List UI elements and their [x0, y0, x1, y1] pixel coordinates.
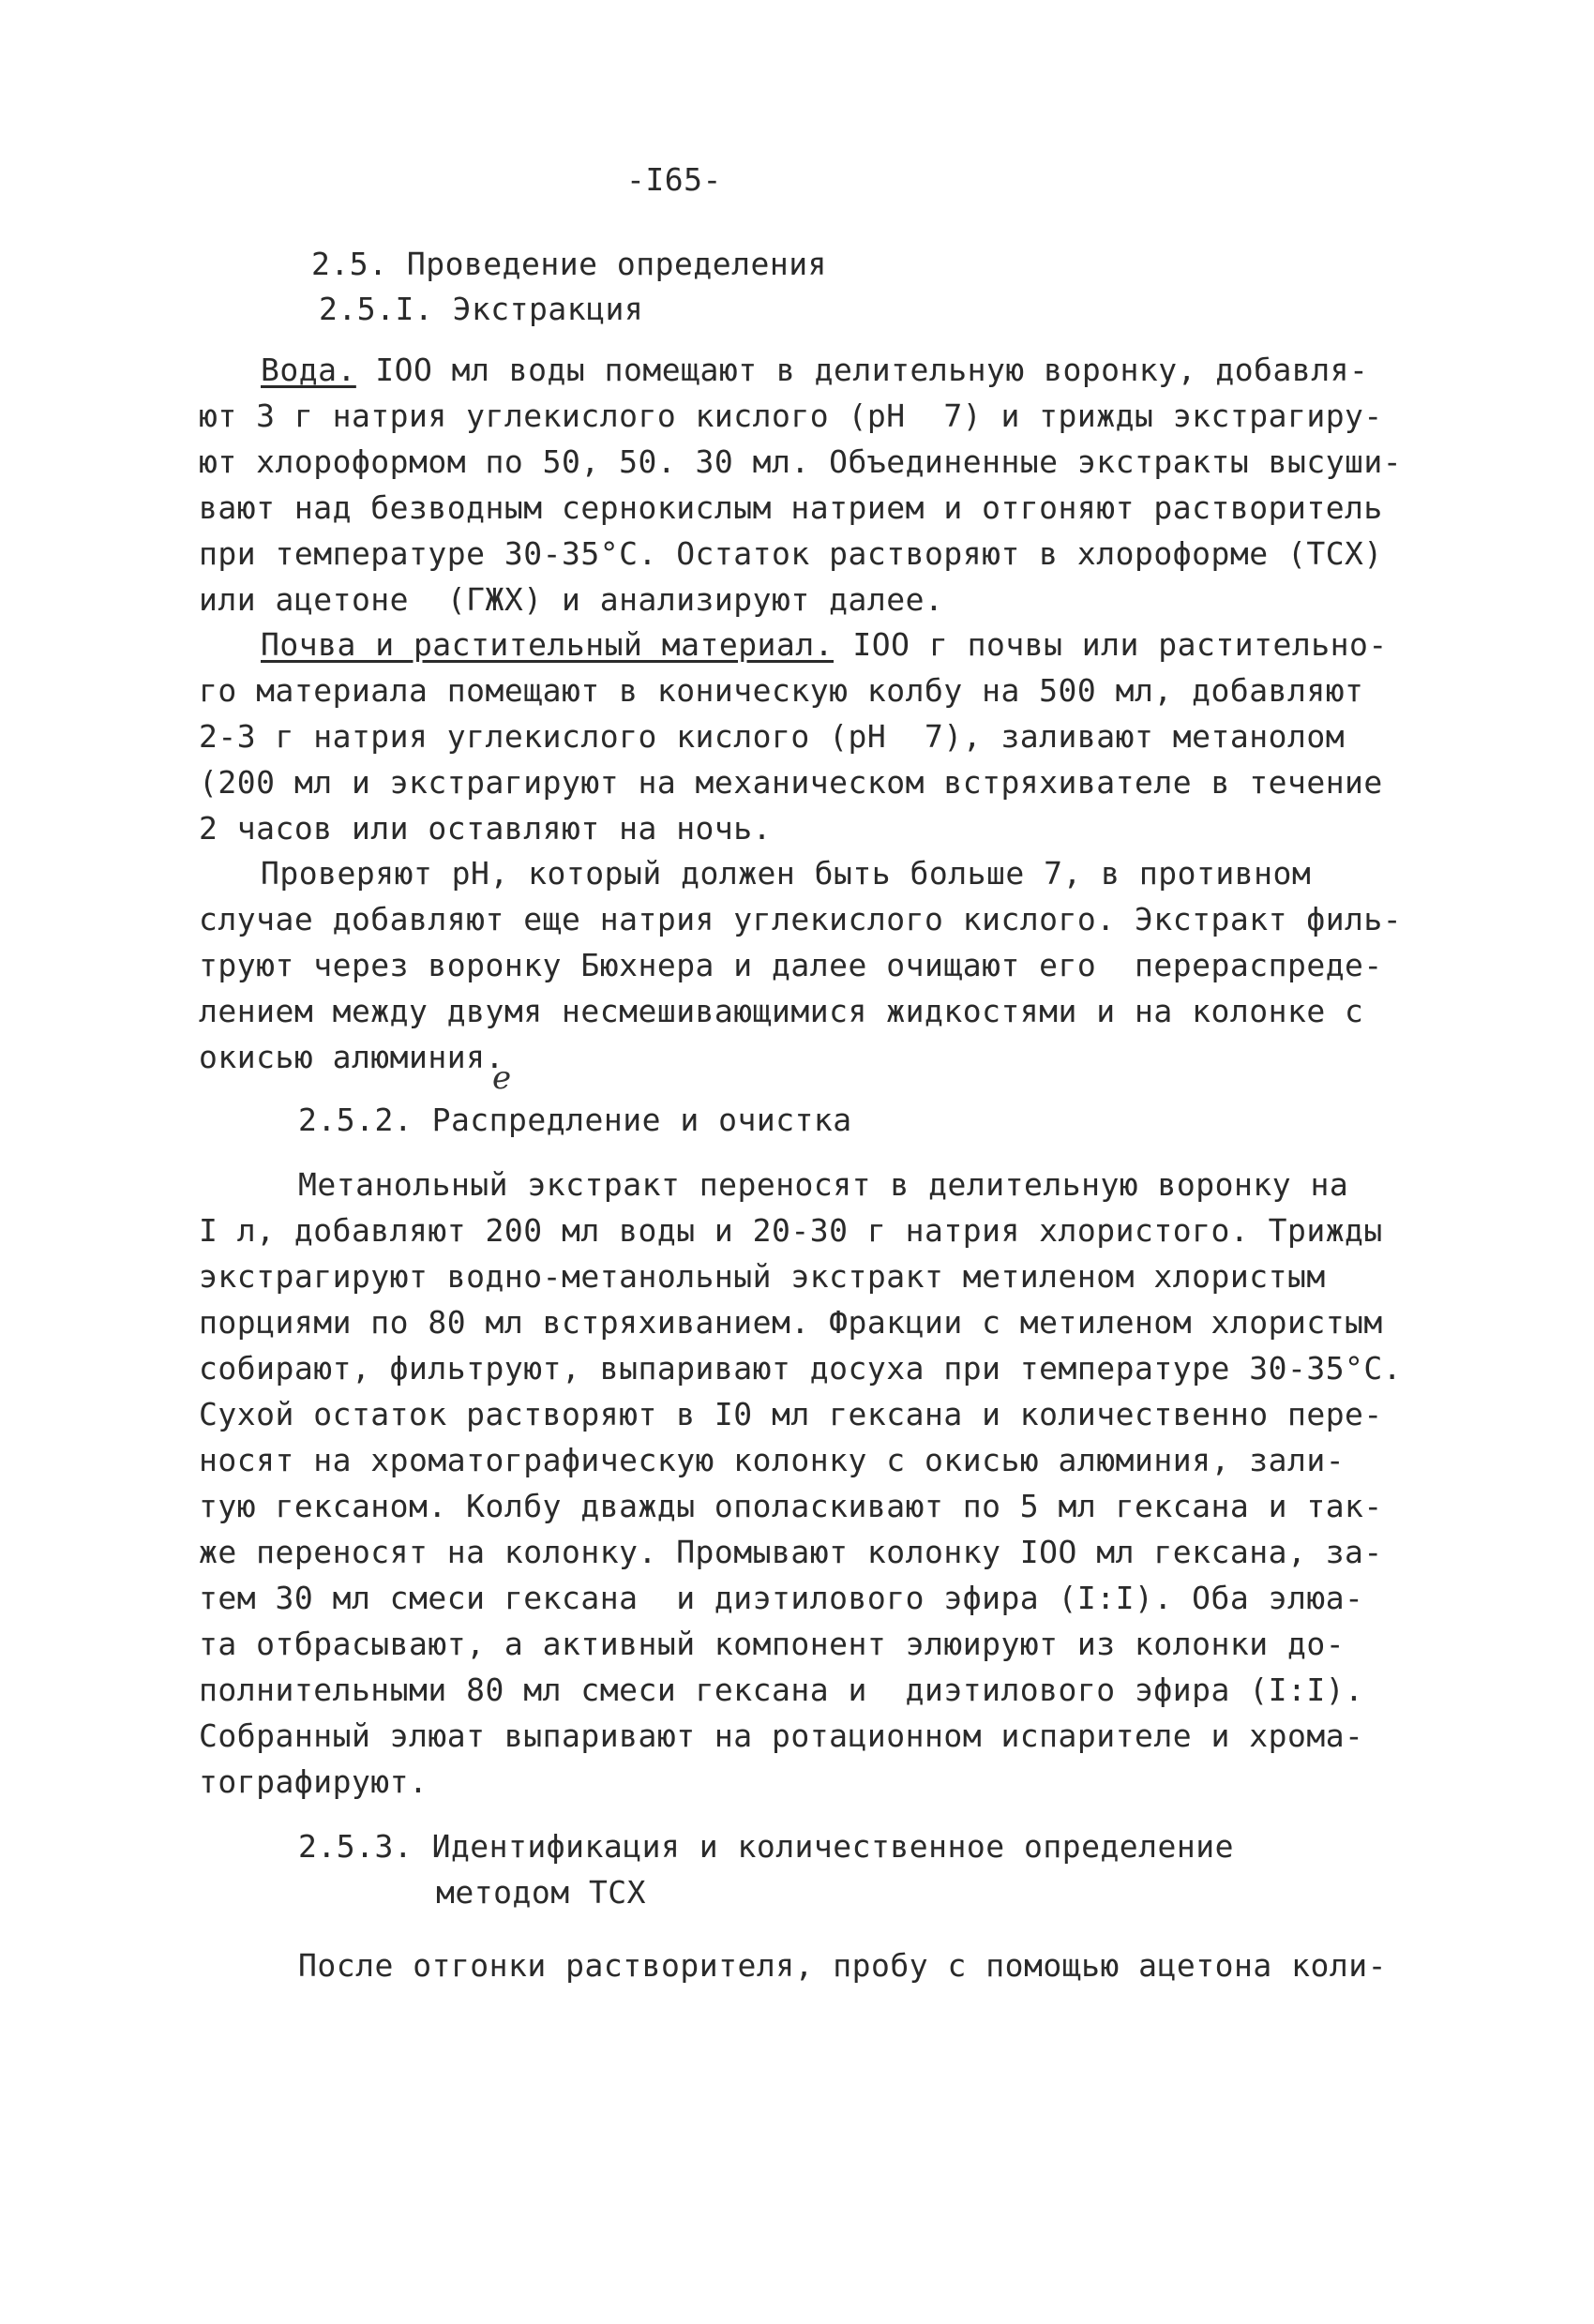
paragraph-line: носят на хроматографическую колонку с окисью алюминия, зали-	[199, 1442, 1346, 1478]
paragraph-line: же переносят на колонку. Промывают колонку IОО мл гексана, за-	[199, 1534, 1383, 1570]
subsection-heading-continued: методом ТСХ	[436, 1874, 647, 1911]
paragraph-line: лением между двумя несмешивающимися жидкостями и на колонке с	[199, 993, 1364, 1029]
paragraph-line: вают над безводным сернокислым натрием и отгоняют растворитель	[199, 489, 1383, 526]
subsection-heading: 2.5.2. Распредление и очистка	[298, 1102, 852, 1138]
paragraph-line: ют хлороформом по 50, 50. 30 мл. Объединенные экстракты высуши-	[199, 443, 1403, 480]
paragraph-line: тую гексаном. Колбу дважды ополаскивают по 5 мл гексана и так-	[199, 1488, 1383, 1524]
paragraph-line: экстрагируют водно-метанольный экстракт метиленом хлористым	[199, 1258, 1326, 1295]
paragraph-line: порциями по 80 мл встряхиванием. Фракции с метиленом хлористым	[199, 1304, 1383, 1341]
paragraph-line: Проверяют рН, который должен быть больше 7, в противном	[261, 855, 1312, 892]
paragraph-line: После отгонки растворителя, пробу с помощью ацетона коли-	[298, 1947, 1387, 1984]
section-heading: 2.5. Проведение определения	[311, 246, 827, 282]
page-number: -I65-	[626, 161, 722, 198]
subsection-heading: 2.5.3. Идентификация и количественное определение	[298, 1828, 1235, 1865]
paragraph-line: Собранный элюат выпаривают на ротационном испарителе и хрома-	[199, 1717, 1364, 1754]
underlined-label: Вода.	[261, 352, 356, 388]
paragraph-line: 2-3 г натрия углекислого кислого (рН 7), заливают метанолом	[199, 718, 1346, 755]
paragraph-line: случае добавляют еще натрия углекислого кислого. Экстракт филь-	[199, 901, 1403, 937]
paragraph-line: та отбрасывают, а активный компонент элюируют из колонки до-	[199, 1626, 1346, 1662]
paragraph-line: при температуре 30-35°С. Остаток растворяют в хлороформе (ТСХ)	[199, 535, 1383, 572]
paragraph-line: полнительными 80 мл смеси гексана и диэтилового эфира (I:I).	[199, 1672, 1364, 1708]
subsection-heading: 2.5.I. Экстракция	[319, 291, 644, 327]
paragraph-line: Сухой остаток растворяют в I0 мл гексана и количественно пере-	[199, 1396, 1383, 1432]
paragraph-line: ют 3 г натрия углекислого кислого (рН 7) и трижды экстрагиру-	[199, 397, 1383, 434]
paragraph-line: Почва и растительный материал. IОО г почвы или растительно-	[261, 626, 1388, 663]
paragraph-line: или ацетоне (ГЖХ) и анализируют далее.	[199, 581, 944, 618]
paragraph-line: тем 30 мл смеси гексана и диэтилового эфира (I:I). Оба элюа-	[199, 1580, 1364, 1616]
paragraph-line: окисью алюминия.	[199, 1039, 504, 1075]
paragraph-line: Вода. IОО мл воды помещают в делительную воронку, добавля-	[261, 352, 1369, 388]
paragraph-line: 2 часов или оставляют на ночь.	[199, 810, 773, 847]
paragraph-line: собирают, фильтруют, выпаривают досуха при температуре 30-35°С.	[199, 1350, 1403, 1387]
paragraph-line: го материала помещают в коническую колбу на 500 мл, добавляют	[199, 672, 1364, 709]
paragraph-line: тографируют.	[199, 1763, 429, 1800]
paragraph-line: Метанольный экстракт переносят в делительную воронку на	[298, 1166, 1349, 1203]
paragraph-line: (200 мл и экстрагируют на механическом встряхивателе в течение	[199, 764, 1383, 801]
paragraph-line: труют через воронку Бюхнера и далее очищают его перераспреде-	[199, 947, 1383, 983]
handwritten-correction: е	[492, 1059, 512, 1097]
paragraph-line: I л, добавляют 200 мл воды и 20-30 г натрия хлористого. Трижды	[199, 1212, 1383, 1249]
underlined-label: Почва и растительный материал.	[261, 626, 835, 663]
